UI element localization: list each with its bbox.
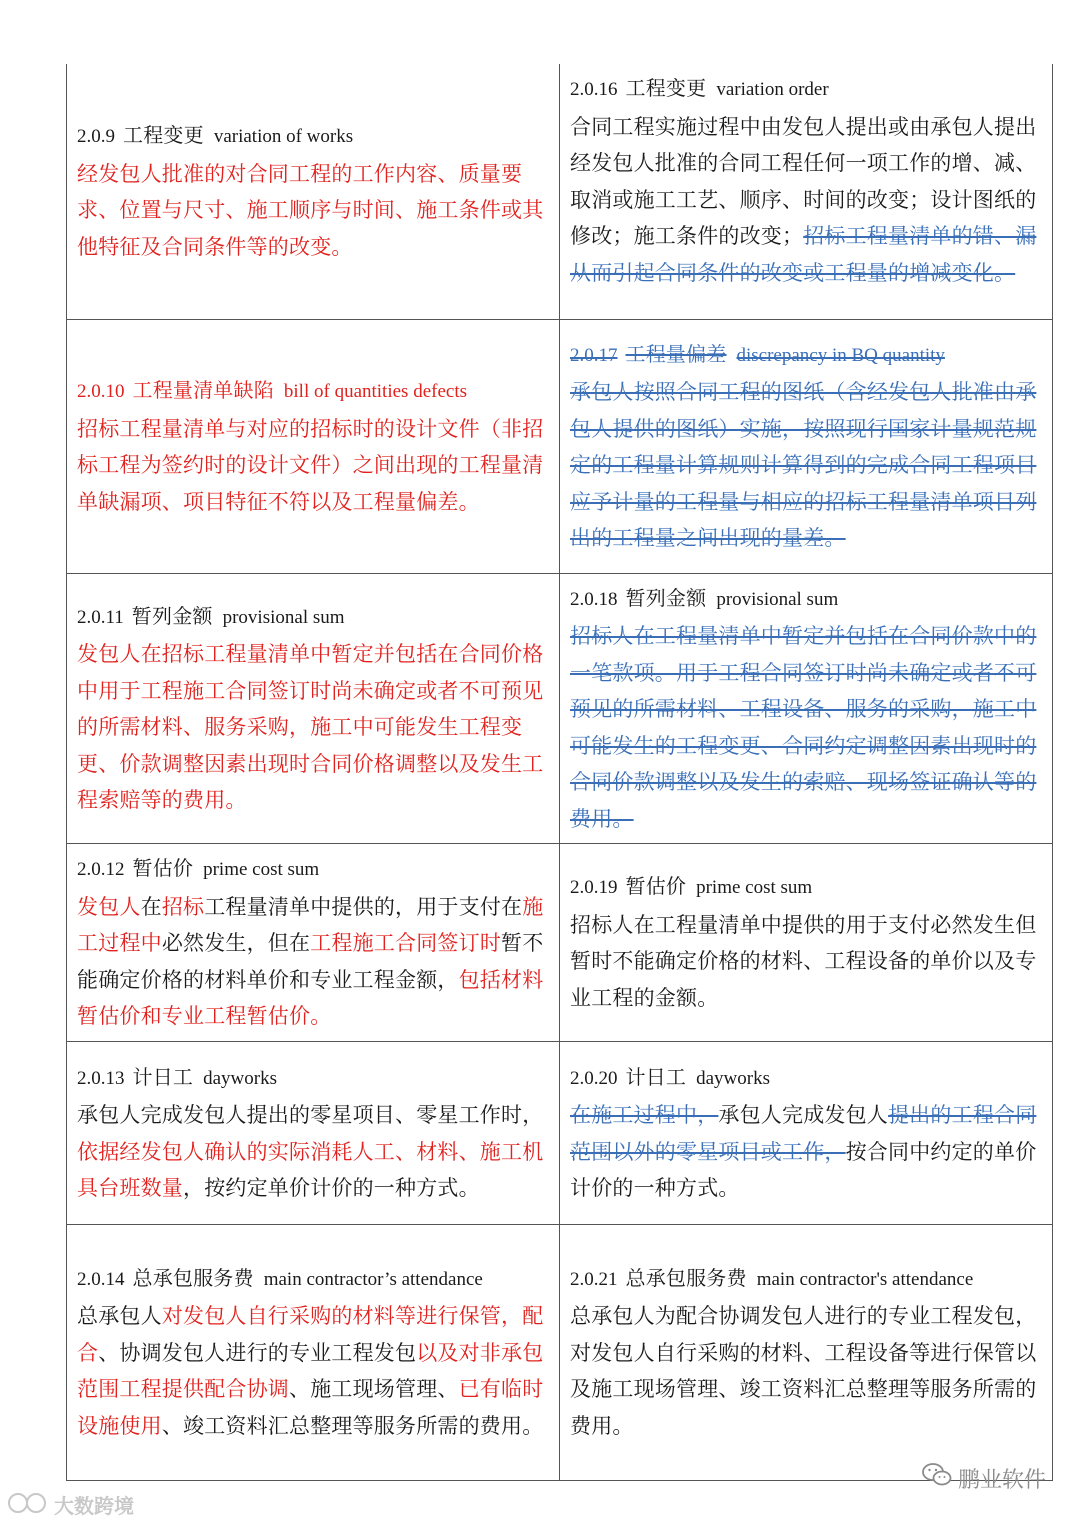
- definition-text: 在: [140, 894, 162, 919]
- definition-text: 已有临时设施使用: [77, 1377, 544, 1438]
- term-definition: [77, 411, 551, 521]
- definition-text: ，按约定单价计价的一种方式。: [183, 1176, 480, 1200]
- term-number: 2.0.14: [77, 1268, 125, 1290]
- term-heading: [77, 1260, 551, 1299]
- definition-text: 在施工过程中，: [570, 1103, 719, 1127]
- left-definition-cell: [67, 844, 560, 1042]
- definition-text: 、协调发包人进行的专业工程发包: [98, 1340, 417, 1365]
- term-number: 2.0.21: [570, 1268, 618, 1290]
- term-number: 2.0.11: [77, 606, 124, 628]
- term-english: prime cost sum: [696, 877, 813, 899]
- term-heading: [77, 850, 551, 889]
- left-definition-cell: [67, 1224, 560, 1480]
- watermark-left: [6, 1490, 134, 1519]
- term-definition: [570, 109, 1044, 292]
- term-number: 2.0.16: [570, 79, 618, 100]
- term-chinese: 暂估价: [132, 856, 194, 880]
- left-definition-cell: [67, 1041, 560, 1224]
- term-number: 2.0.12: [77, 859, 125, 880]
- term-chinese: 计日工: [132, 1064, 194, 1089]
- term-chinese: 工程变更: [123, 123, 204, 148]
- right-definition-cell: [560, 1041, 1053, 1224]
- definition-text: 发包人在招标工程量清单中暂定并包括在合同价格中用于工程施工合同签订时尚未确定或者不可预见的所需材料、服务采购，施工中可能发生工程变更、价款调整因素出现时合同价格调整以及发生工程索赔等的费用。: [77, 642, 544, 813]
- term-english: provisional sum: [716, 588, 839, 610]
- definition-text: 承包人完成发包人: [718, 1103, 889, 1127]
- weibo-icon: [6, 1490, 50, 1519]
- term-chinese: 工程变更: [625, 76, 707, 100]
- term-number: 2.0.18: [570, 588, 618, 610]
- definition-text: 招标: [161, 894, 205, 919]
- wechat-icon: [922, 1462, 952, 1494]
- term-english: bill of quantities defects: [283, 381, 467, 402]
- definition-row: [67, 64, 1053, 319]
- term-definition: [570, 1097, 1044, 1207]
- term-chinese: 计日工: [625, 1064, 687, 1089]
- definition-row: [67, 1041, 1053, 1224]
- definition-row: [67, 844, 1053, 1042]
- definition-text: 暂不能确定价格的材料单价和专业工程金额，: [77, 931, 544, 992]
- term-english: main contractor’s attendance: [263, 1268, 483, 1290]
- definition-text: 总承包人为配合协调发包人进行的专业工程发包，对发包人自行采购的材料、工程设备等进行保管以及施工现场管理、竣工资料汇总整理等服务所需的费用。: [570, 1304, 1037, 1438]
- term-english: discrepancy in BQ quantity: [736, 344, 945, 366]
- definition-text: 依据经发包人确认的实际消耗人工、材料、施工机具台班数量: [77, 1139, 544, 1200]
- term-chinese: 暂列金额: [625, 585, 707, 610]
- definition-text: 包括材料暂估价和专业工程暂估价。: [77, 967, 544, 1028]
- term-heading: [570, 1260, 1044, 1299]
- term-heading: [570, 336, 1044, 375]
- definition-text: 承包人完成发包人提出的零星项目、零星工作时，: [77, 1103, 544, 1127]
- definition-text: 经发包人批准的对合同工程的工作内容、质量要求、位置与尺寸、施工顺序与时间、施工条件或其他特征及合同条件等的改变。: [77, 161, 544, 259]
- watermark-right-text: 鹏业软件: [957, 1467, 1046, 1493]
- definition-text: 发包人: [77, 894, 141, 919]
- definition-text: 、竣工资料汇总整理等服务所需的费用。: [161, 1413, 544, 1438]
- definition-text: 工程施工合同签订时: [310, 931, 502, 955]
- term-heading: [570, 868, 1044, 907]
- term-english: dayworks: [696, 1067, 770, 1089]
- term-english: dayworks: [203, 1067, 277, 1089]
- left-definition-cell: [67, 573, 560, 844]
- term-chinese: 总承包服务费: [132, 1265, 254, 1290]
- term-chinese: 暂列金额: [131, 603, 213, 628]
- term-number: 2.0.13: [77, 1067, 125, 1089]
- term-heading: [570, 70, 1044, 109]
- term-chinese: 工程量偏差: [625, 341, 727, 366]
- left-definition-cell: [67, 319, 560, 573]
- definition-text: 按合同中约定的单价计价的一种方式。: [570, 1139, 1037, 1200]
- term-chinese: 暂估价: [625, 874, 687, 899]
- term-heading: [77, 1059, 551, 1098]
- definition-row: [67, 1224, 1053, 1480]
- term-definition: [570, 374, 1044, 557]
- term-english: variation order: [716, 79, 829, 100]
- term-definition: [570, 907, 1044, 1017]
- term-number: 2.0.10: [77, 381, 125, 402]
- term-heading: [570, 1059, 1044, 1098]
- term-chinese: 总承包服务费: [625, 1265, 747, 1290]
- term-heading: [77, 598, 551, 637]
- term-number: 2.0.20: [570, 1067, 618, 1089]
- right-definition-cell: [560, 1224, 1053, 1480]
- definition-text: 对发包人自行采购的材料等进行保管，配合: [77, 1304, 544, 1365]
- term-number: 2.0.9: [77, 126, 115, 148]
- term-chinese: 工程量清单缺陷: [132, 378, 274, 402]
- watermark-right: [922, 1462, 1046, 1494]
- term-definition: [77, 156, 551, 266]
- definition-text: 以及对非承包范围工程提供配合协调: [77, 1340, 544, 1402]
- right-definition-cell: [560, 844, 1053, 1042]
- term-definition: [77, 1298, 551, 1444]
- term-definition: [570, 618, 1044, 837]
- term-definition: [77, 636, 551, 819]
- definition-text: 招标人在工程量清单中暂定并包括在合同价款中的一笔款项。用于工程合同签订时尚未确定或者不可预见的所需材料、工程设备、服务的采购，施工中可能发生的工程变更、合同约定调整因素出现时的合同价款调整以及发生的索赔、现场签证确认等的费用。: [570, 624, 1037, 831]
- definition-text: 总承包人: [77, 1304, 162, 1329]
- watermark-left-text: 大数跨境: [54, 1494, 134, 1518]
- right-definition-cell: [560, 64, 1053, 319]
- term-english: prime cost sum: [203, 859, 320, 880]
- term-heading: [77, 117, 551, 156]
- term-heading: [77, 372, 551, 411]
- definition-row: [67, 573, 1053, 844]
- right-definition-cell: [560, 319, 1053, 573]
- term-definition: [77, 1097, 551, 1207]
- definition-text: 工程量清单中提供的，用于支付在: [204, 894, 523, 919]
- term-number: 2.0.17: [570, 344, 618, 366]
- right-definition-cell: [560, 573, 1053, 844]
- left-definition-cell: [67, 64, 560, 319]
- definition-text: 提出的工程合同范围以外的零星项目或工作，: [570, 1103, 1037, 1164]
- definition-text: 、施工现场管理、: [289, 1377, 459, 1402]
- term-definition: [77, 889, 551, 1035]
- definition-text: 招标工程量清单的错、漏从而引起合同条件的改变或工程量的增减变化。: [570, 224, 1037, 285]
- term-heading: [570, 580, 1044, 619]
- definition-text: 必然发生，但在: [161, 931, 311, 955]
- term-number: 2.0.19: [570, 877, 618, 899]
- comparison-table: [66, 64, 1053, 1481]
- definition-text: 合同工程实施过程中由发包人提出或由承包人提出经发包人批准的合同工程任何一项工作的增、减、取消或施工工艺、顺序、时间的改变；设计图纸的修改；施工条件的改变；: [570, 114, 1037, 248]
- term-english: provisional sum: [222, 606, 345, 628]
- definition-text: 施工过程中: [77, 894, 544, 955]
- definition-row: [67, 319, 1053, 573]
- term-english: variation of works: [213, 126, 354, 148]
- term-english: main contractor's attendance: [756, 1268, 974, 1290]
- term-definition: [570, 1298, 1044, 1444]
- definition-text: 承包人按照合同工程的图纸（含经发包人批准由承包人提供的图纸）实施，按照现行国家计量规范规定的工程量计算规则计算得到的完成合同工程项目应予计量的工程量与相应的招标工程量清单项目列出的工程量之间出现的量差。: [570, 380, 1037, 550]
- definition-text: 招标人在工程量清单中提供的用于支付必然发生但暂时不能确定价格的材料、工程设备的单价以及专业工程的金额。: [570, 912, 1037, 1010]
- definition-text: 招标工程量清单与对应的招标时的设计文件（非招标工程为签约时的设计文件）之间出现的工程量清单缺漏项、项目特征不符以及工程量偏差。: [77, 416, 544, 514]
